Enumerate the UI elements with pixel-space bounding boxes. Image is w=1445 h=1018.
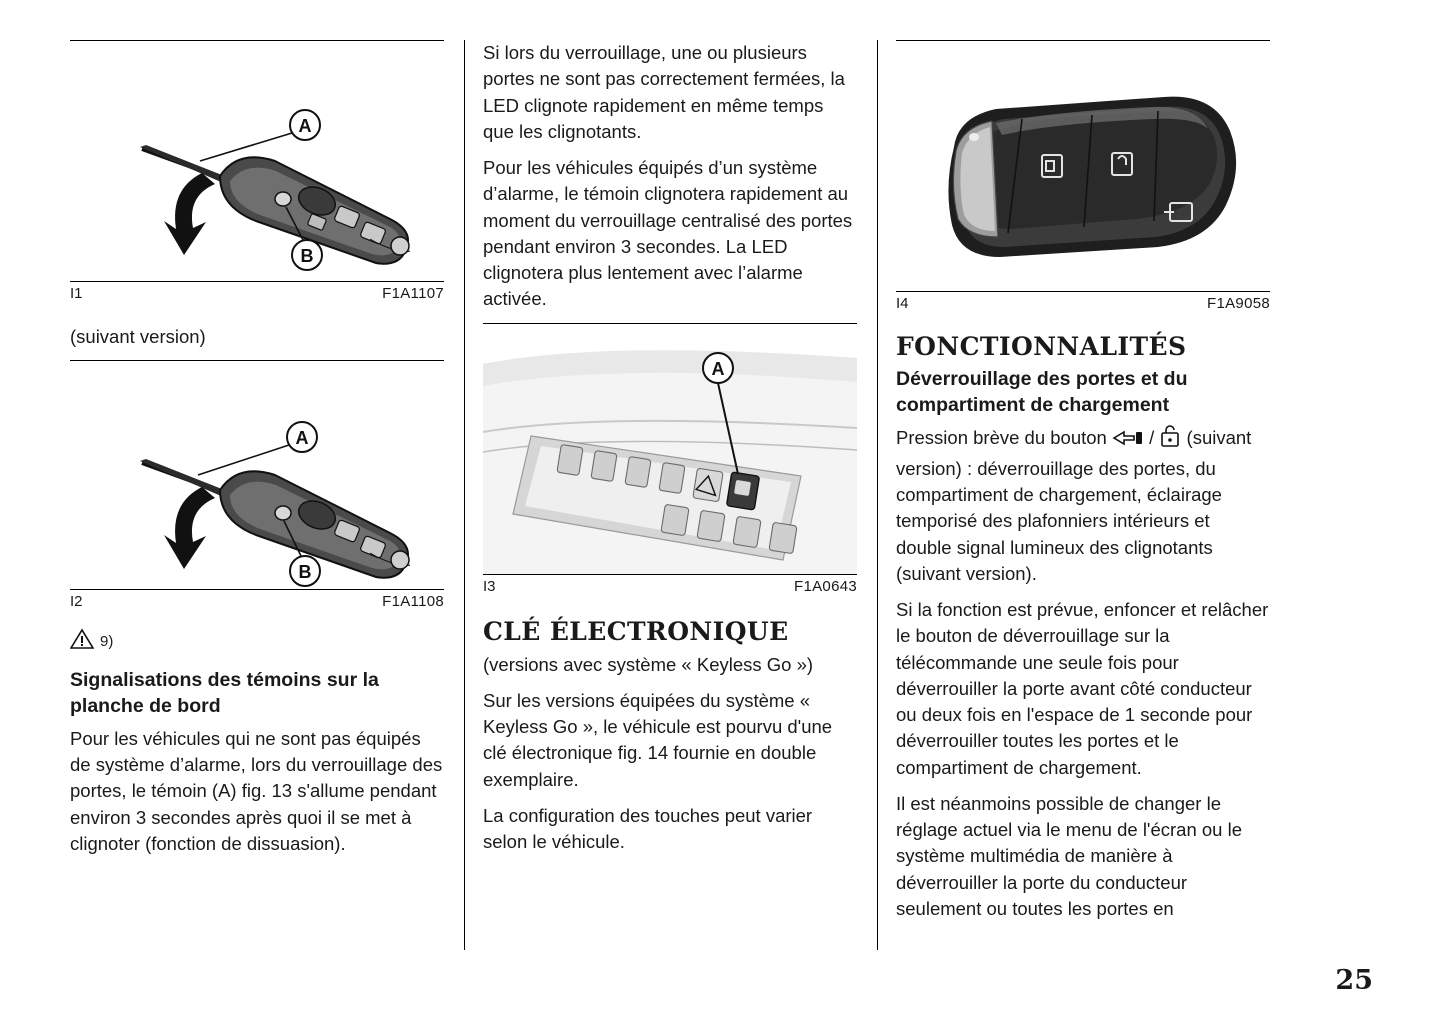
figure-i1	[70, 40, 444, 302]
figure-i2	[70, 360, 444, 610]
svg-text:A: A	[711, 358, 725, 379]
figure-i2-caption	[70, 590, 444, 610]
svg-text:A: A	[298, 116, 312, 136]
page-columns	[70, 40, 1370, 950]
left-body-text: Pour les véhicules qui ne sont pas équipés de système d’alarme, lors du verrouillage des portes, le témoin (A) fig. 13 s'allume pendant environ 3 secondes après quoi il se met à clignoter (fonction de dissuasion).	[70, 727, 443, 854]
svg-text:B: B	[300, 246, 314, 266]
figure-i3-code: F1A0643	[794, 577, 857, 595]
middle-paragraph-2: Pour les véhicules équipés d’un système d’alarme, le témoin clignotera rapidement au moment du verrouillage centralisé des portes pendant environ 3 secondes. La LED clignotera plus lentement avec l’alarme activée.	[483, 157, 853, 310]
svg-text:B: B	[298, 562, 312, 583]
middle-paragraph-3: Sur les versions équipées du système « Keyless Go », le véhicule est pourvu d'une clé électronique fig. 14 fournie en double exemplaire.	[483, 689, 833, 790]
version-note: (suivant version)	[70, 326, 206, 347]
figure-i2-label: I2	[70, 593, 83, 611]
right-section-title: FONCTIONNALITÉS	[896, 332, 1187, 361]
figure-i3-artwork	[483, 324, 857, 574]
figure-i3-caption	[483, 575, 857, 595]
middle-subtitle: (versions avec système « Keyless Go »)	[483, 653, 814, 675]
figure-i1-caption	[70, 282, 444, 302]
svg-text:A: A	[295, 428, 309, 449]
figure-i1-artwork	[70, 41, 444, 281]
figure-i2-code: F1A1108	[382, 593, 444, 611]
figure-i4	[896, 40, 1270, 312]
column-separator-2	[857, 40, 896, 950]
warning-note-number: 9)	[100, 633, 114, 651]
warning-reference	[70, 628, 444, 650]
warning-triangle-icon	[70, 628, 94, 650]
figure-i4-label: I4	[896, 295, 909, 312]
right-column	[896, 40, 1270, 950]
figure-i1-label: I1	[70, 285, 83, 302]
right-paragraph-1	[896, 424, 1270, 587]
right-paragraph-1-part1: Pression brève du bouton	[896, 427, 1107, 449]
figure-i4-artwork	[896, 41, 1270, 291]
page-number: 25	[1335, 965, 1373, 996]
middle-paragraph-4: La configuration des touches peut varier selon le véhicule.	[483, 804, 813, 853]
right-subheading: Déverrouillage des portes et du compartiment de chargement	[896, 368, 1188, 416]
unlock-icon	[1112, 428, 1144, 455]
trunk-unlock-icon	[1159, 424, 1181, 455]
middle-section-title: CLÉ ÉLECTRONIQUE	[483, 616, 789, 646]
middle-column	[483, 40, 857, 950]
left-heading: Signalisations des témoins sur la planche de bord	[70, 669, 379, 717]
column-separator-1	[444, 40, 483, 950]
middle-paragraph-1: Si lors du verrouillage, une ou plusieurs portes ne sont pas correctement fermées, la LED clignote rapidement en même temps que les clignotants.	[483, 42, 845, 142]
figure-i4-code: F1A9058	[1207, 295, 1270, 312]
right-paragraph-3: Il est néanmoins possible de changer le réglage actuel via le menu de l'écran ou le système multimédia de manière à déverrouiller la porte du conducteur seulement ou toutes les portes en	[896, 792, 1242, 919]
figure-i3	[483, 323, 857, 595]
figure-i2-artwork	[70, 361, 444, 589]
right-paragraph-2: Si la fonction est prévue, enfoncer et relâcher le bouton de déverrouillage sur la télécommande une seule fois pour déverrouiller la porte avant côté conducteur ou deux fois en l'espace de 1 seconde pour déverrouiller toutes les portes et le compartiment de chargement.	[896, 599, 1269, 778]
figure-i3-label: I3	[483, 577, 496, 595]
left-column	[70, 40, 444, 950]
figure-i1-code: F1A1107	[382, 285, 444, 302]
right-paragraph-1-part2: (suivant version) : déverrouillage des portes, du compartiment de chargement, éclairage temporisé des plafonniers intérieurs et double signal lumineux des clignotants (suivant version).	[896, 427, 1252, 584]
figure-i4-caption	[896, 292, 1270, 312]
right-paragraph-1-separator: /	[1149, 427, 1155, 449]
